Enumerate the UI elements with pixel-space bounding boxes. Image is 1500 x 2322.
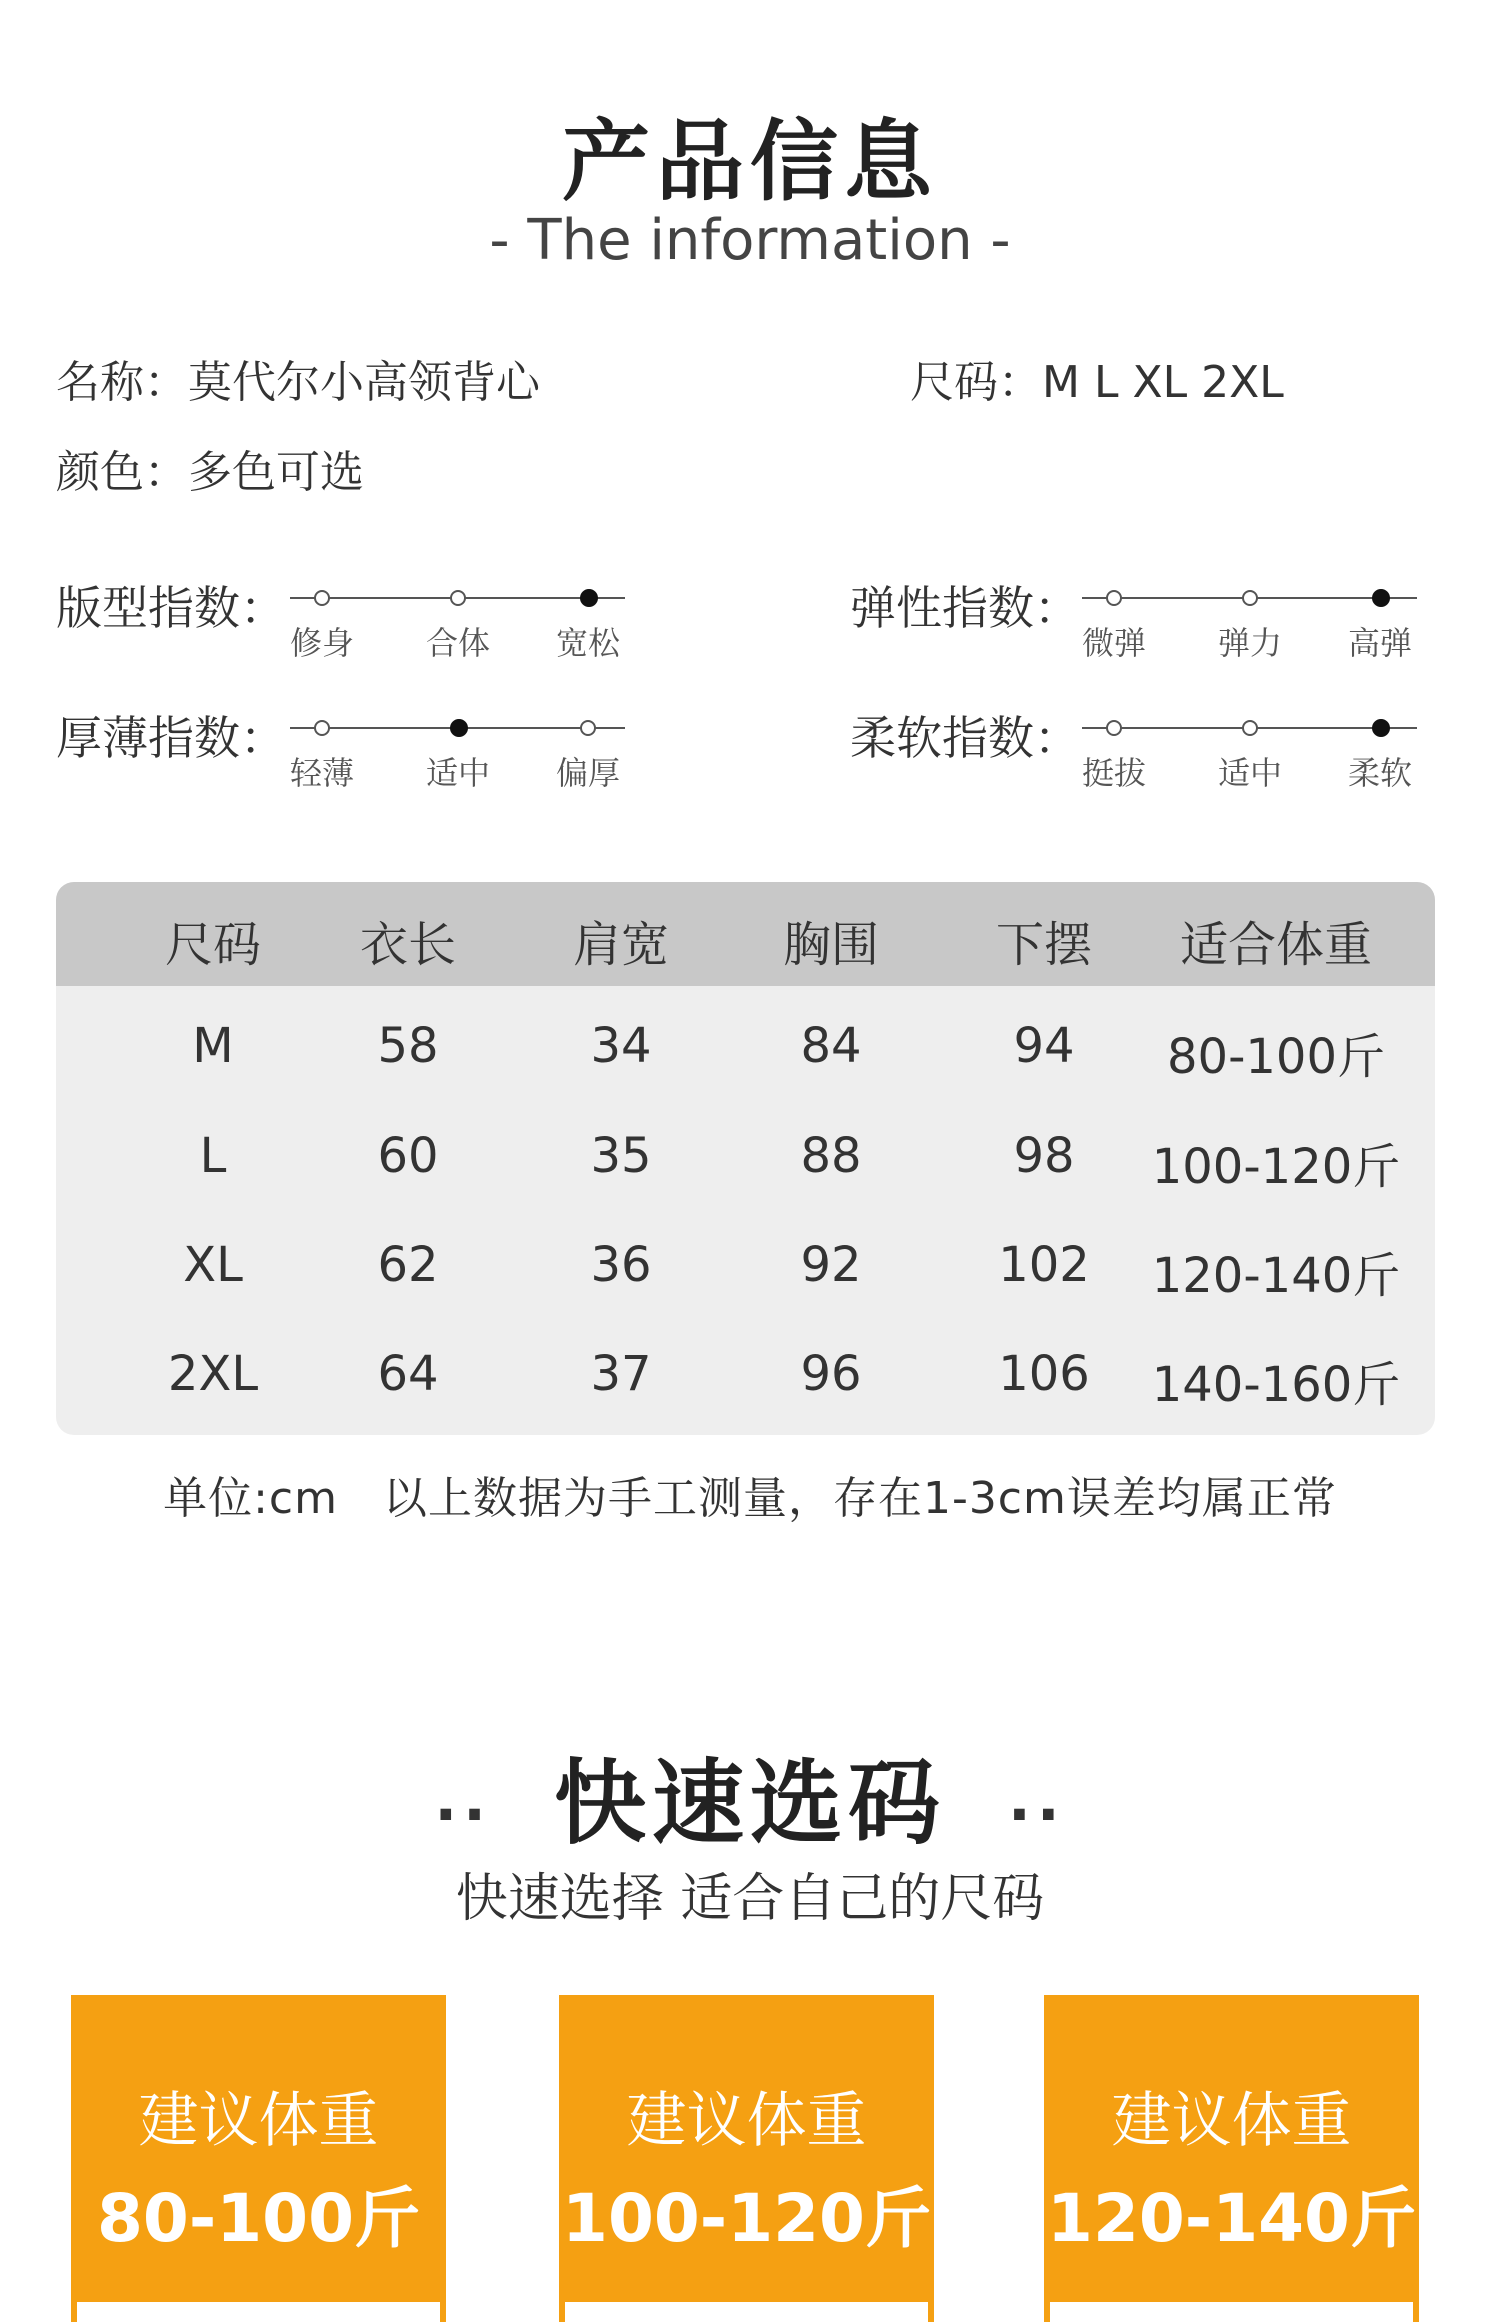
table-cell: 2XL <box>167 1346 259 1402</box>
elastic-index-tick-1: 微弹 <box>1081 624 1146 662</box>
product-sizes-value: M L XL 2XL <box>1042 357 1284 408</box>
weight-card-label: 建议体重 <box>626 2086 867 2156</box>
size-table <box>56 882 1435 1435</box>
table-cell: 140-160斤 <box>1151 1357 1401 1413</box>
fit-index-dot-1 <box>314 590 330 606</box>
table-cell: 58 <box>377 1018 439 1074</box>
measurement-note: 单位:cm 以上数据为手工测量，存在1-3cm误差均属正常 <box>163 1473 1337 1524</box>
table-cell: 80-100斤 <box>1166 1029 1386 1085</box>
quick-title-text: 快速选码 <box>553 1750 946 1857</box>
elastic-index-scale <box>1082 580 1417 700</box>
table-header-size: 尺码 <box>164 917 261 973</box>
softness-index-label: 柔软指数： <box>850 711 1080 765</box>
fit-index-tick-3: 宽松 <box>555 624 620 662</box>
page-title: 产品信息 <box>561 110 938 213</box>
table-header-shoulder: 肩宽 <box>572 917 669 973</box>
table-cell: 88 <box>800 1128 862 1184</box>
product-name <box>56 346 540 410</box>
thickness-index-dot-2 <box>450 719 468 737</box>
weight-card-value: 80-100斤 <box>96 2180 420 2257</box>
weight-card-label: 建议体重 <box>1111 2086 1352 2156</box>
weight-card-base <box>77 2302 440 2322</box>
weight-card-label: 建议体重 <box>138 2086 379 2156</box>
table-cell: 60 <box>377 1128 439 1184</box>
product-color-value: 多色可选 <box>188 447 364 498</box>
table-cell: 34 <box>590 1018 652 1074</box>
weight-card-1[interactable] <box>71 1995 446 2322</box>
table-cell: 94 <box>1013 1018 1075 1074</box>
fit-index-dot-2 <box>450 590 466 606</box>
fit-index-label: 版型指数： <box>56 581 286 635</box>
weight-card-value: 120-140斤 <box>1047 2180 1416 2257</box>
thickness-index-scale <box>290 710 625 830</box>
table-cell: M <box>192 1018 234 1074</box>
page-subtitle: - The information - <box>489 208 1011 273</box>
weight-card-2[interactable] <box>559 1995 934 2322</box>
thickness-index-tick-2: 适中 <box>425 754 490 792</box>
quick-select-title <box>0 1730 1500 1862</box>
thickness-index-dot-3 <box>580 720 596 736</box>
fit-index-scale <box>290 580 625 700</box>
product-sizes-key: 尺码： <box>910 357 1042 408</box>
softness-index-tick-2: 适中 <box>1217 754 1282 792</box>
elastic-index-label: 弹性指数： <box>850 581 1080 635</box>
table-cell: 62 <box>377 1237 439 1293</box>
thickness-index-tick-1: 轻薄 <box>289 754 354 792</box>
quick-title-dots-left: ·· <box>434 1780 492 1850</box>
table-header-chest: 胸围 <box>782 917 879 973</box>
elastic-index-dot-2 <box>1242 590 1258 606</box>
weight-card-base <box>1050 2302 1413 2322</box>
weight-card-base <box>565 2302 928 2322</box>
table-cell: 100-120斤 <box>1151 1139 1401 1195</box>
product-sizes <box>910 346 1284 410</box>
table-cell: 35 <box>590 1128 652 1184</box>
table-header-length: 衣长 <box>359 917 456 973</box>
elastic-index-dot-1 <box>1106 590 1122 606</box>
elastic-index-dot-3 <box>1372 589 1390 607</box>
table-header-hem: 下摆 <box>995 917 1092 973</box>
softness-index-dot-2 <box>1242 720 1258 736</box>
table-cell: 36 <box>590 1237 652 1293</box>
table-cell: 96 <box>800 1346 862 1402</box>
weight-card-3[interactable] <box>1044 1995 1419 2322</box>
table-cell: XL <box>183 1237 243 1293</box>
thickness-index-label: 厚薄指数： <box>56 711 286 765</box>
thickness-index-dot-1 <box>314 720 330 736</box>
table-cell: 106 <box>998 1346 1090 1402</box>
product-color-key: 颜色： <box>56 447 188 498</box>
quick-title-dots-right: ·· <box>1008 1780 1066 1850</box>
fit-index-tick-1: 修身 <box>289 624 354 662</box>
softness-index-tick-3: 柔软 <box>1347 754 1412 792</box>
table-cell: 98 <box>1013 1128 1075 1184</box>
softness-index-dot-3 <box>1372 719 1390 737</box>
fit-index-dot-3 <box>580 589 598 607</box>
softness-index-tick-1: 挺拔 <box>1081 754 1146 792</box>
thickness-index-tick-3: 偏厚 <box>555 754 620 792</box>
softness-index-dot-1 <box>1106 720 1122 736</box>
table-cell: 64 <box>377 1346 439 1402</box>
softness-index-scale <box>1082 710 1417 830</box>
fit-index-tick-2: 合体 <box>425 624 490 662</box>
quick-select-subtitle: 快速选择 适合自己的尺码 <box>455 1869 1045 1929</box>
table-cell: L <box>199 1128 227 1184</box>
product-color <box>56 436 364 500</box>
table-header-weight: 适合体重 <box>1179 917 1372 973</box>
elastic-index-tick-2: 弹力 <box>1217 624 1282 662</box>
table-cell: 120-140斤 <box>1151 1248 1401 1304</box>
product-name-value: 莫代尔小高领背心 <box>188 357 540 408</box>
table-cell: 102 <box>998 1237 1090 1293</box>
table-cell: 92 <box>800 1237 862 1293</box>
product-name-key: 名称： <box>56 357 188 408</box>
weight-card-value: 100-120斤 <box>562 2180 931 2257</box>
table-cell: 84 <box>800 1018 862 1074</box>
elastic-index-tick-3: 高弹 <box>1347 624 1412 662</box>
table-cell: 37 <box>590 1346 652 1402</box>
